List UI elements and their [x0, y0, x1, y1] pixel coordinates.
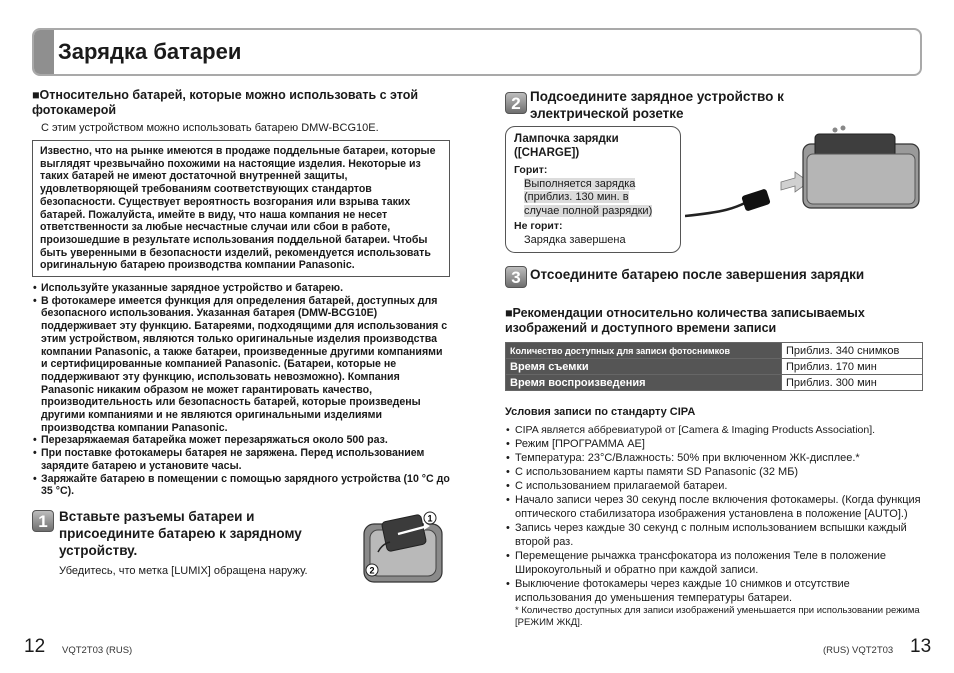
counterfeit-warning-box — [32, 140, 450, 277]
lamp-on-text-wrap — [514, 178, 666, 219]
page-title: Зарядка батареи — [58, 39, 242, 64]
charger-plug-image — [685, 120, 923, 244]
step-1-note: Убедитесь, что метка [LUMIX] обращена наружу. — [59, 564, 308, 577]
recording-table — [505, 342, 923, 391]
charge-lamp-callout — [505, 126, 681, 253]
right-column — [505, 88, 923, 629]
title-accent — [34, 30, 54, 74]
table-cell-label: Время съемки — [506, 359, 782, 375]
lamp-on-label: Горит: — [514, 164, 548, 176]
step-1 — [32, 508, 450, 588]
list-item: • С использованием карты памяти SD Panasonic (32 МБ) — [505, 465, 923, 479]
list-item: • Перезаряжаемая батарейка может перезаряжаться около 500 раз. — [32, 434, 450, 447]
charge-lamp-title: Лампочка зарядки ([CHARGE]) — [514, 133, 619, 159]
list-item: • В фотокамере имеется функция для определения батарей, доступных для безопасного использования. Указанная батарея (DMW-BCG10E) поддерживает эту функцию. Батареями, подходящими для использования с этим устройством, являются только оригинальные изделия производства компании Panasonic, а также батареи, произведенные другими компаниями и сертифицированные компанией Panasonic. (Батареи, которые не поддерживают эту функцию, использовать невозможно). Компания Panasonic никаким образом не может гарантировать качество, производительность или безопасность батарей, которые произведены другими компаниями и не являются оригинальными изделиями производства компании Panasonic. — [32, 295, 450, 435]
step-1-title: Вставьте разъемы батареи и присоедините батарею к зарядному устройству. — [59, 508, 302, 558]
footnote: * Количество доступных для записи изображений уменьшается при использовании режима [РЕЖИМ ЖКД]. — [515, 605, 920, 628]
page-code-right: (RUS) VQT2T03 — [823, 645, 894, 656]
step-1-number: 1 — [32, 510, 54, 532]
counterfeit-warning-text: Известно, что на рынке имеются в продаже поддельные батареи, которые выглядят чрезвычайно похожими на настоящие изделия. Некоторые из таких батарей не имеют достаточной внутренней защиты, удовлетворяющей требованиям соответствующих стандартов безопасности. Существует вероятность возгорания или взрыва таких батарей. Пожалуйста, имейте в виду, что наша компания не несет ответственности за любые несчастные случаи или сбои в работе, произошедшие в результате использования поддельной батареи. Чтобы быть уверенными в безопасности изделий, рекомендуется использовать оригинальную батарею производства компании Panasonic. — [40, 145, 436, 272]
list-item: • Используйте указанные зарядное устройство и батарею. — [32, 282, 450, 295]
charger-battery-image — [358, 504, 450, 592]
step-3 — [505, 266, 923, 296]
lamp-off-text: Зарядка завершена — [524, 233, 626, 246]
step-2 — [505, 88, 923, 266]
label-1: 1 — [427, 513, 433, 524]
cipa-conditions — [505, 423, 923, 605]
step-2-number: 2 — [505, 92, 527, 114]
battery-bullets — [32, 282, 450, 498]
step-2-title: Подсоедините зарядное устройство к электрической розетке — [530, 89, 784, 121]
list-item: • Начало записи через 30 секунд после включения фотокамеры. (Когда функция оптического стабилизатора изображения установлена в положение [AUTO].) — [505, 493, 923, 521]
table-cell-label: Количество доступных для записи фотоснимков — [506, 343, 782, 359]
table-cell-value: Приблиз. 300 мин — [782, 375, 923, 391]
recommendations-heading: ■Рекомендации относительно количества записываемых изображений и доступного времени записи — [505, 306, 865, 335]
table-cell-label: Время воспроизведения — [506, 375, 782, 391]
lamp-off-label: Не горит: — [514, 220, 563, 232]
list-item: • Режим [ПРОГРАММА АЕ] — [505, 437, 923, 451]
step-3-number: 3 — [505, 266, 527, 288]
table-row — [506, 343, 923, 359]
list-item: • Выключение фотокамеры через каждые 10 снимков и отсутствие использования до уменьшения температуры батареи. — [505, 577, 923, 605]
page-code-left: VQT2T03 (RUS) — [62, 645, 133, 656]
table-cell-value: Приблиз. 170 мин — [782, 359, 923, 375]
batteries-heading: ■Относительно батарей, которые можно использовать с этой фотокамерой — [32, 88, 419, 117]
list-item: • Температура: 23°C/Влажность: 50% при включенном ЖК-дисплее.* — [505, 451, 923, 465]
list-item: • Перемещение рычажка трансфокатора из положения Теле в положение Широкоугольный и обратно при каждой записи. — [505, 549, 923, 577]
list-item: • Заряжайте батарею в помещении с помощью зарядного устройства (10 °C до 35 °C). — [32, 473, 450, 498]
list-item: • С использованием прилагаемой батареи. — [505, 479, 923, 493]
batteries-note: С этим устройством можно использовать батарею DMW-BCG10E. — [41, 122, 379, 134]
list-item: • При поставке фотокамеры батарея не заряжена. Перед использованием зарядите батарею и установите часы. — [32, 447, 450, 472]
table-row — [506, 359, 923, 375]
step-3-title: Отсоедините батарею после завершения зарядки — [530, 267, 865, 282]
table-row — [506, 375, 923, 391]
title-bar — [32, 28, 922, 76]
lamp-on-text: Выполняется зарядка (приблиз. 130 мин. в случае полной разрядки) — [524, 177, 653, 217]
label-2: 2 — [369, 565, 375, 576]
list-item: • CIPA является аббревиатурой от [Camera & Imaging Products Association]. — [505, 423, 923, 437]
cipa-heading: Условия записи по стандарту CIPA — [505, 406, 696, 418]
page-number-right: 13 — [910, 636, 932, 657]
list-item: • Запись через каждые 30 секунд с полным использованием вспышки каждый второй раз. — [505, 521, 923, 549]
left-column — [32, 88, 450, 588]
page-number-left: 12 — [24, 636, 46, 657]
table-cell-value: Приблиз. 340 снимков — [782, 343, 923, 359]
